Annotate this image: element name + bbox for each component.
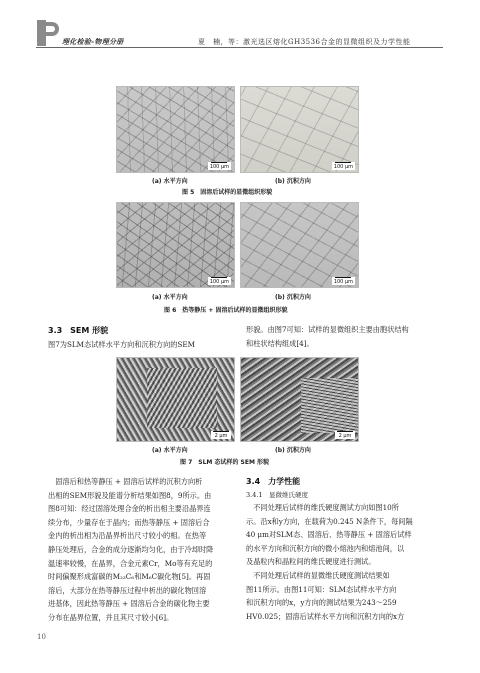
fig7b-label: (b) 沉积方向: [275, 447, 311, 454]
section-3-4-1-heading: 3.4.1 显微维氏硬度: [246, 491, 309, 499]
text-line: 的水平方向和沉积方向的微小熔池内和熔池间，以: [246, 543, 405, 553]
text-line: 及晶粒内和晶粒间的维氏硬度进行测试。: [246, 557, 376, 567]
text-line: 图8可知：经过固溶处理合金的析出相主要沿晶界连: [48, 504, 211, 514]
section-3-4-heading: 3.4 力学性能: [246, 477, 301, 486]
section-3-3-heading: 3.3 SEM 形貌: [48, 326, 109, 335]
fig6a-micrograph: [116, 202, 235, 288]
fig5-caption: 图 5 固溶后试样的显微组织形貌: [182, 189, 273, 196]
body-left-column: [48, 475, 238, 625]
scale-bar: 2 μm: [335, 431, 355, 439]
text-line: 和沉积方向的x，y方向的测试结果为243～259: [246, 598, 397, 608]
text-line: 40 μm对SLM态、固溶后、热等静压 + 固溶后试样: [246, 530, 412, 540]
text-line: 续分布，少量存在于晶内；而热等静压 + 固溶后合: [48, 517, 210, 527]
section-3-3-right-text: [246, 323, 436, 350]
fig7-caption: 图 7 SLM 态试样的 SEM 形貌: [180, 459, 270, 466]
text-line: 温速率较慢，在晶界，合金元素Cr，Mo等有充足的: [48, 558, 213, 568]
header-divider: [36, 47, 443, 48]
text-line: 分布在晶界位置，并且其尺寸较小[6]。: [48, 612, 174, 622]
text-line: 固溶后和热等静压 + 固溶后试样的沉积方向析: [48, 477, 203, 486]
fig6b-label: (b) 沉积方向: [275, 294, 311, 301]
journal-name: 理化检验-物理分册: [62, 38, 124, 46]
running-title: 夏 楠，等：激光选区熔化GH3536合金的显微组织及力学性能: [198, 38, 411, 46]
text-line: 和柱状结构组成[4]。: [246, 338, 314, 348]
scale-bar: 100 μm: [209, 164, 229, 170]
fig7a-label: (a) 水平方向: [152, 447, 188, 454]
text-line: HV0.025；固溶后试样水平方向和沉积方向的x方: [246, 611, 405, 621]
fig5b-label: (b) 沉积方向: [275, 178, 311, 185]
text-line: 出相的SEM形貌及能谱分析结果如图8，9所示。由: [48, 490, 212, 500]
text-line: 图11所示。由图11可知：SLM态试样水平方向: [246, 584, 397, 594]
text-line: 溶后，大部分在热等静压过程中析出的碳化物回溶: [48, 585, 207, 595]
text-line: 时间偏聚形成富碳的M₂₃C₆和M₆C碳化物[5]。再固: [48, 572, 211, 582]
scale-bar: 100 μm: [333, 164, 353, 170]
section-3-3-left-text: [48, 338, 238, 352]
scale-bar: 100 μm: [209, 279, 229, 285]
text-line: 进基体，因此热等静压 + 固溶后合金的碳化物主要: [48, 599, 210, 609]
fig7a-sem-image: [116, 357, 235, 442]
text-line: 形貌。由图7可知：试样的显微组织主要由胞状结构: [246, 325, 409, 334]
text-line: 不同处理后试样的维氏硬度测试方向如图10所: [246, 503, 399, 512]
fig6-caption: 图 6 热等静压 + 固溶后试样的显微组织形貌: [164, 307, 288, 314]
text-line: 不同处理后试样的显微维氏硬度测试结果如: [246, 570, 390, 580]
fig6a-label: (a) 水平方向: [152, 294, 188, 301]
scale-bar: 100 μm: [333, 279, 353, 285]
text-line: 示。沿x和y方向，在载荷为0.245 N条件下，每间隔: [246, 516, 413, 526]
page-number: 10: [37, 633, 46, 641]
scale-bar: 2 μm: [211, 431, 231, 439]
fig7b-sem-image: [240, 357, 359, 442]
journal-logo: [37, 20, 59, 46]
fig5a-micrograph: [116, 86, 235, 173]
fig5a-label: (a) 水平方向: [152, 178, 188, 185]
text-line: 金内的析出相为沿晶界析出尺寸较小的相。在热等: [48, 531, 207, 541]
body-right-column: [246, 501, 438, 623]
fig5b-micrograph: [240, 86, 359, 173]
page-header: [0, 0, 480, 46]
text-line: 静压处理后，合金的成分逐渐均匀化，由于冷却时降: [48, 544, 214, 554]
fig6b-micrograph: [240, 202, 359, 288]
text-line: 图7为SLM态试样水平方向和沉积方向的SEM: [48, 340, 195, 349]
